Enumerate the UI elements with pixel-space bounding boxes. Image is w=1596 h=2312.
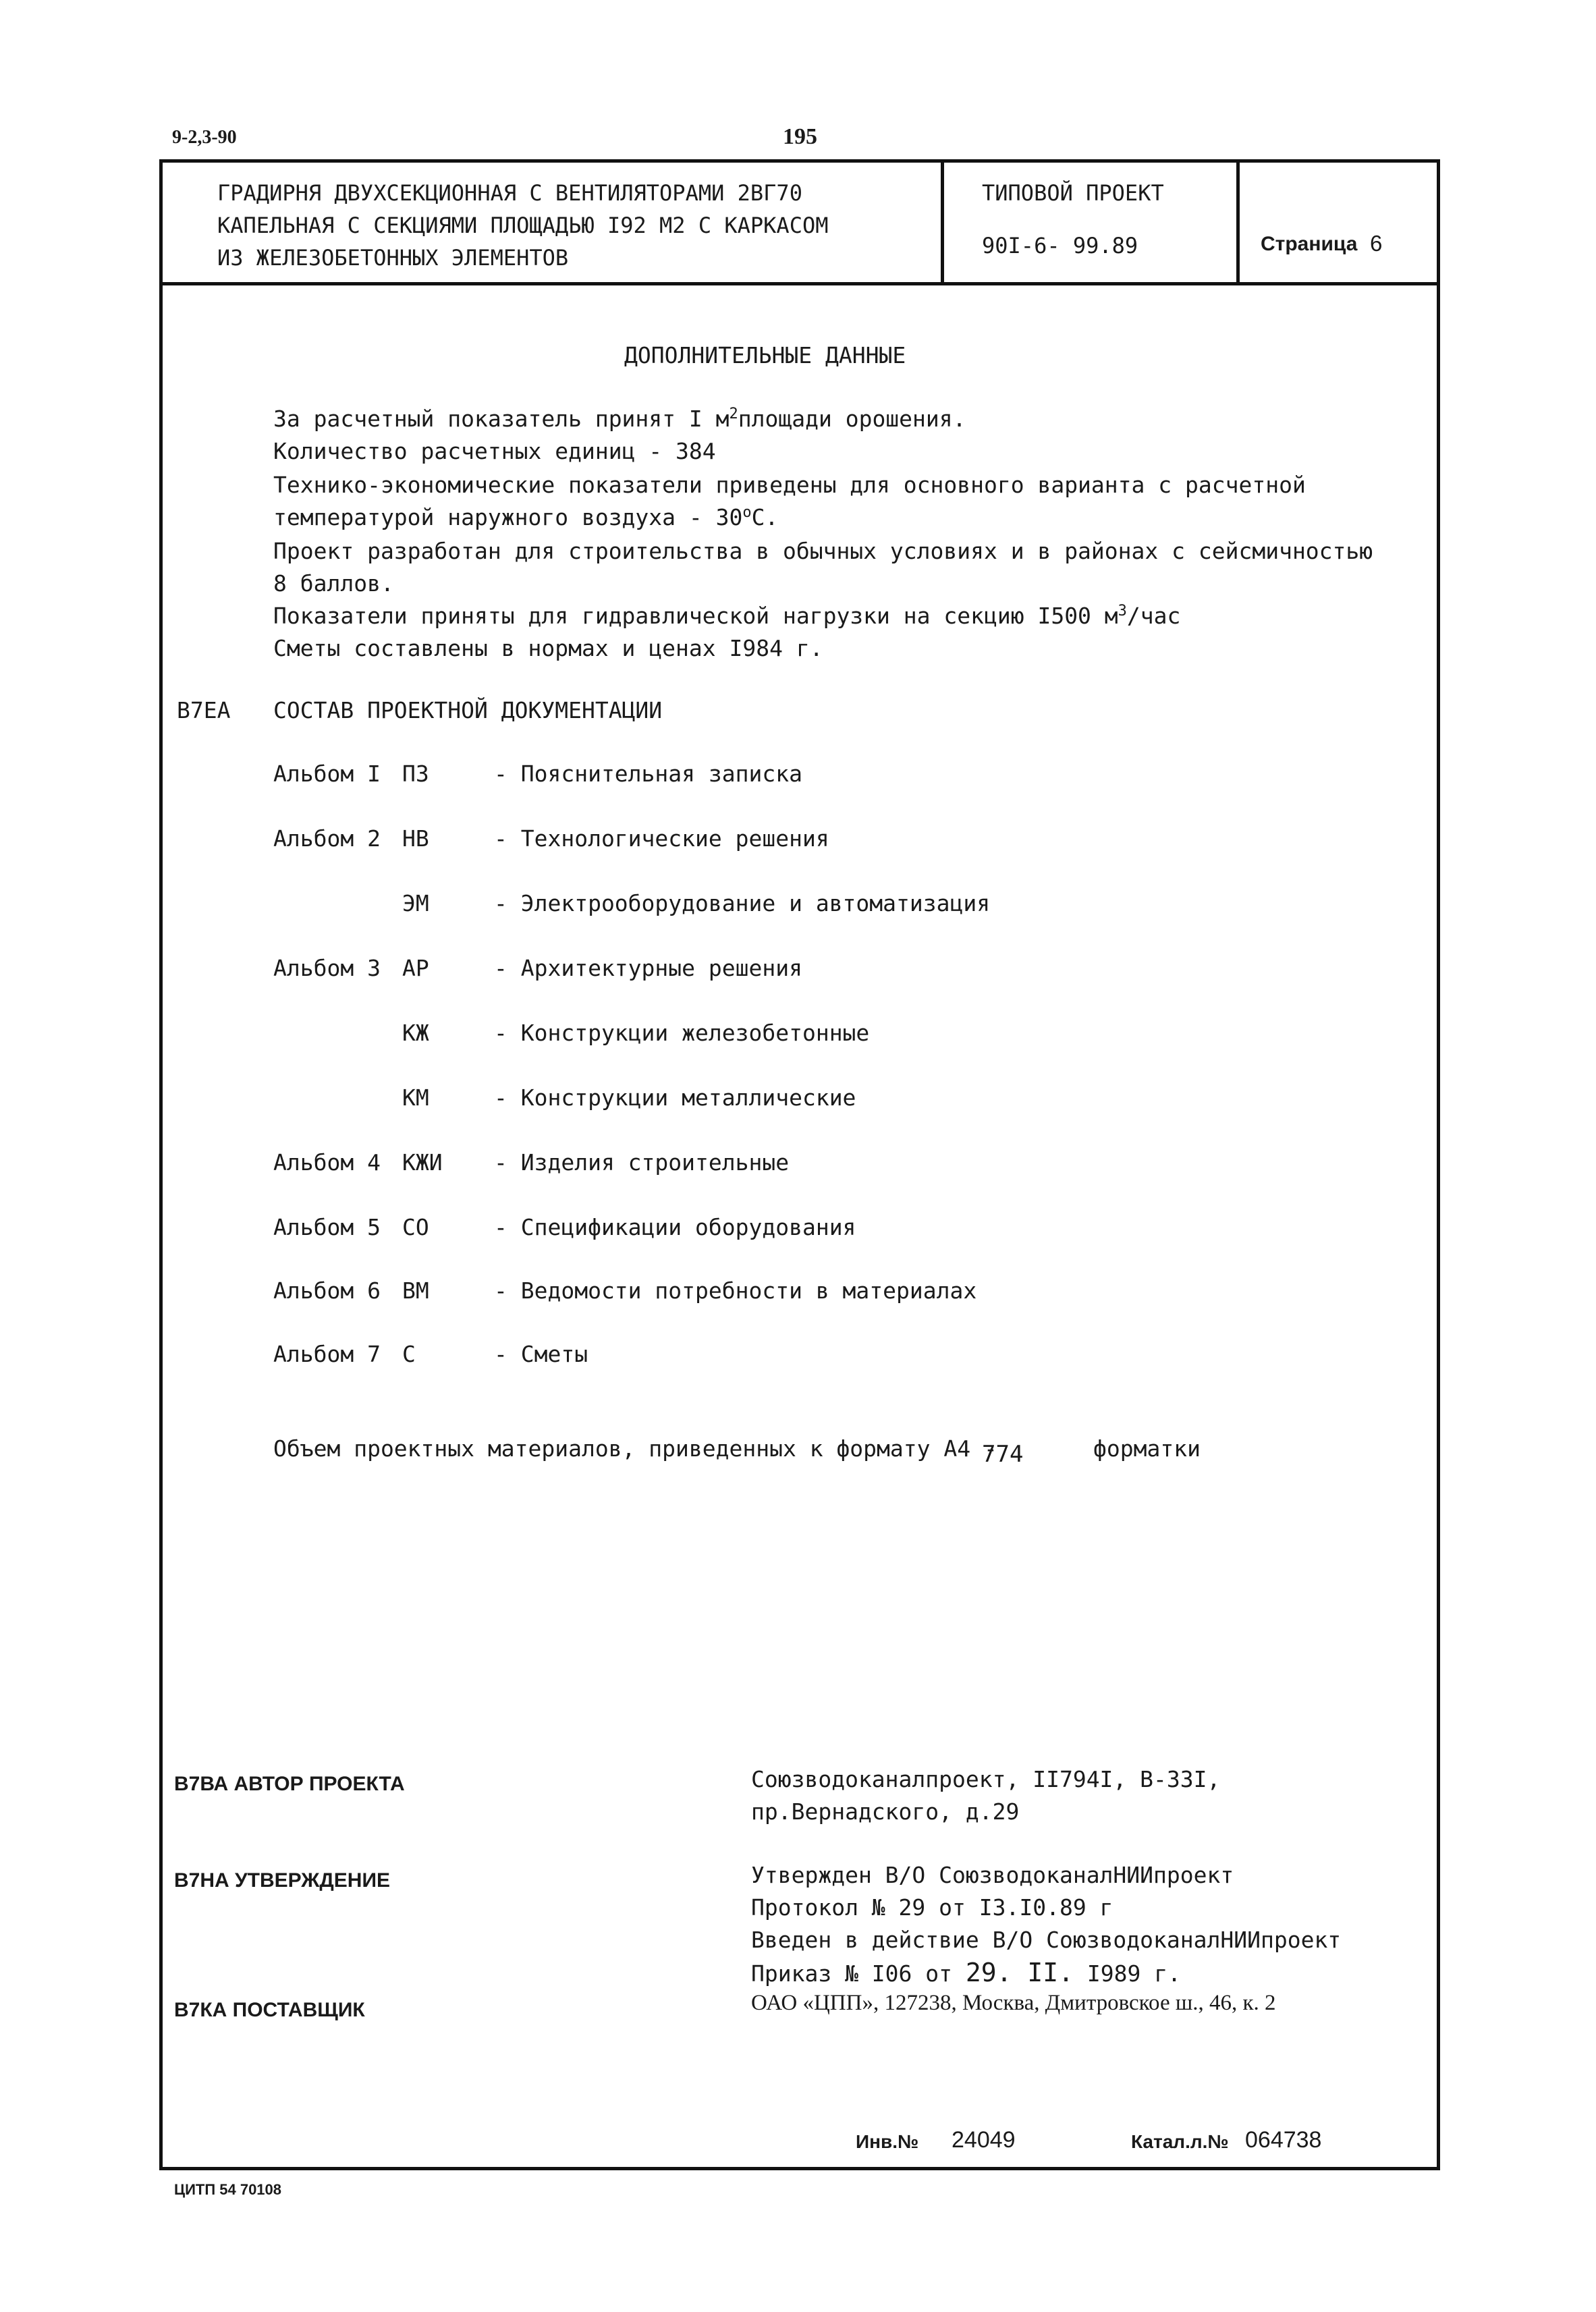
album-code: КЖ bbox=[402, 1020, 429, 1046]
album-label: Альбом I bbox=[273, 761, 381, 787]
page-number: 195 bbox=[783, 124, 817, 149]
header-col-divider-2 bbox=[1236, 159, 1240, 285]
approval-line-1: Утвержден В/О СоюзводоканалНИИпроект bbox=[751, 1862, 1234, 1888]
project-type: ТИПОВОЙ ПРОЕКТ bbox=[982, 180, 1164, 206]
album-code: АР bbox=[402, 955, 429, 981]
album-desc: - Спецификации оборудования bbox=[494, 1214, 856, 1240]
album-label: Альбом 5 bbox=[273, 1214, 381, 1240]
author-label: В7ВА АВТОР ПРОЕКТА bbox=[174, 1773, 405, 1795]
additional-title: ДОПОЛНИТЕЛЬНЫЕ ДАННЫЕ bbox=[624, 342, 906, 368]
header-title-line-1: ГРАДИРНЯ ДВУХСЕКЦИОННАЯ С ВЕНТИЛЯТОРАМИ 2ВГ70 bbox=[217, 180, 802, 206]
album-desc: - Электрооборудование и автоматизация bbox=[494, 890, 991, 916]
album-code: С bbox=[402, 1341, 416, 1367]
album-label: Альбом 3 bbox=[273, 955, 381, 981]
additional-line-7: Показатели приняты для гидравлической нагрузки на секцию I500 $м^3$/час bbox=[273, 603, 1181, 629]
additional-line-6: 8 баллов. bbox=[273, 570, 394, 597]
album-label: Альбом 7 bbox=[273, 1341, 381, 1367]
inv-label: Инв.№ bbox=[856, 2131, 919, 2152]
volume-text: Объем проектных материалов, приведенных к формату А4 - bbox=[273, 1435, 997, 1462]
header-divider bbox=[159, 282, 1440, 285]
supplier-label: В7КА ПОСТАВЩИК bbox=[174, 1999, 365, 2021]
additional-line-2: Количество расчетных единиц - 384 bbox=[273, 438, 716, 464]
header-col-divider-1 bbox=[941, 159, 944, 285]
additional-line-5: Проект разработан для строительства в обычных условиях и в районах с сейсмичностью bbox=[273, 538, 1373, 564]
approval-line-4: Приказ № I06 от 29. II. I989 г. bbox=[751, 1958, 1181, 1987]
additional-line-3: Технико-экономические показатели приведены для основного варианта с расчетной bbox=[273, 472, 1306, 498]
volume-value: 774 bbox=[982, 1441, 1024, 1468]
doc-code: 9-2,3-90 bbox=[172, 127, 237, 148]
header-title-line-2: КАПЕЛЬНАЯ С СЕКЦИЯМИ ПЛОЩАДЬЮ I92 М2 С КАРКАСОМ bbox=[217, 213, 829, 238]
album-code: ВМ bbox=[402, 1277, 429, 1304]
album-desc: - Изделия строительные bbox=[494, 1149, 790, 1176]
album-code: НВ bbox=[402, 825, 429, 852]
katal-value: 064738 bbox=[1245, 2127, 1322, 2153]
album-desc: - Сметы bbox=[494, 1341, 588, 1367]
additional-line-4: температурой наружного воздуха - $30^оС$. bbox=[273, 504, 779, 530]
project-number: 90I-6- 99.89 bbox=[982, 233, 1138, 258]
printer-stamp: ЦИТП 54 70108 bbox=[174, 2181, 282, 2198]
album-label: Альбом 6 bbox=[273, 1277, 381, 1304]
katal-label: Катал.л.№ bbox=[1131, 2131, 1229, 2152]
album-desc: - Пояснительная записка bbox=[494, 761, 802, 787]
author-line-1: Союзводоканалпроект, II794I, В-33I, bbox=[751, 1766, 1221, 1792]
additional-line-1: За расчетный показатель принят I $м^2площади$ орошения. bbox=[273, 406, 966, 432]
composition-title: СОСТАВ ПРОЕКТНОЙ ДОКУМЕНТАЦИИ bbox=[273, 697, 663, 723]
page-label: Страница bbox=[1261, 233, 1358, 255]
album-label: Альбом 4 bbox=[273, 1149, 381, 1176]
album-desc: - Конструкции металлические bbox=[494, 1084, 856, 1111]
album-desc: - Технологические решения bbox=[494, 825, 829, 852]
author-line-2: пр.Вернадского, д.29 bbox=[751, 1798, 1020, 1825]
album-code: ЭМ bbox=[402, 890, 429, 916]
album-code: СО bbox=[402, 1214, 429, 1240]
album-code: КМ bbox=[402, 1084, 429, 1111]
album-code: ПЗ bbox=[402, 761, 429, 787]
additional-line-8: Сметы составлены в нормах и ценах I984 г. bbox=[273, 635, 823, 661]
inv-value: 24049 bbox=[952, 2127, 1016, 2153]
supplier-text: ОАО «ЦПП», 127238, Москва, Дмитровское ш., 46, к. 2 bbox=[751, 1991, 1276, 2015]
header-title-line-3: ИЗ ЖЕЛЕЗОБЕТОННЫХ ЭЛЕМЕНТОВ bbox=[217, 245, 569, 271]
page-value: 6 bbox=[1370, 231, 1383, 256]
album-label: Альбом 2 bbox=[273, 825, 381, 852]
album-desc: - Конструкции железобетонные bbox=[494, 1020, 870, 1046]
volume-unit: форматки bbox=[1093, 1435, 1201, 1462]
composition-code: В7ЕА bbox=[177, 697, 231, 723]
album-desc: - Архитектурные решения bbox=[494, 955, 802, 981]
album-code: КЖИ bbox=[402, 1149, 443, 1176]
album-desc: - Ведомости потребности в материалах bbox=[494, 1277, 977, 1304]
approval-line-3: Введен в действие В/О СоюзводоканалНИИпроект bbox=[751, 1927, 1342, 1953]
approval-line-2: Протокол № 29 от I3.I0.89 г bbox=[751, 1894, 1113, 1921]
approval-label: В7НА УТВЕРЖДЕНИЕ bbox=[174, 1869, 391, 1892]
